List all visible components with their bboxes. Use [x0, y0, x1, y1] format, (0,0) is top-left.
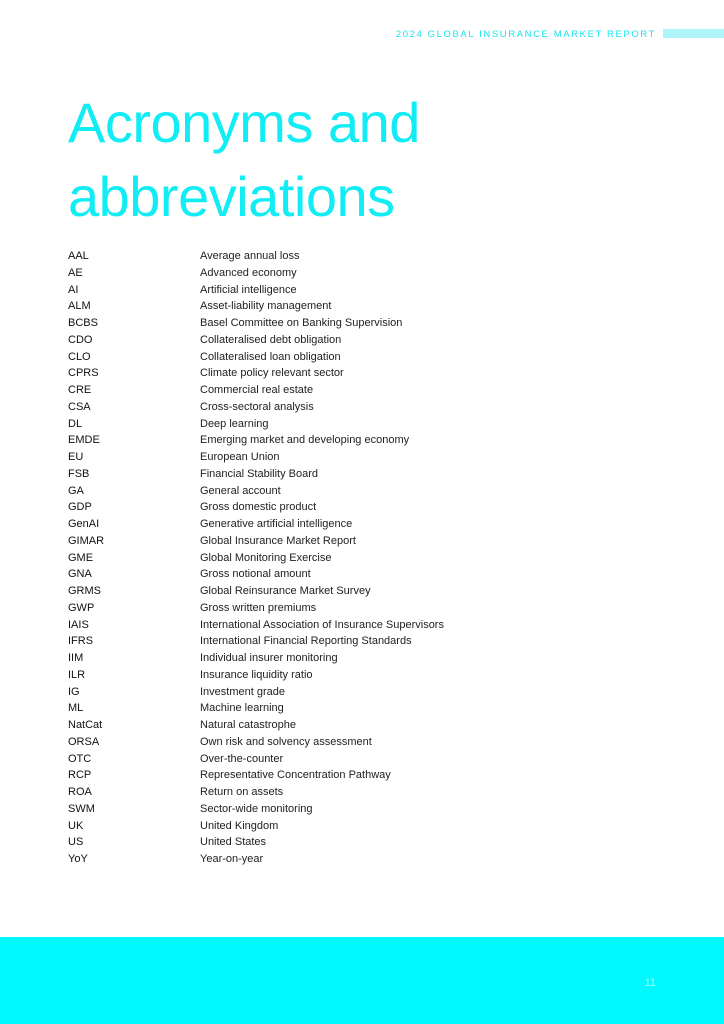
acronym-term: CPRS [68, 367, 99, 380]
acronym-row [68, 483, 668, 500]
acronym-row [68, 751, 668, 768]
acronym-definition: Global Insurance Market Report [200, 534, 356, 547]
acronym-definition: Cross-sectoral analysis [200, 400, 314, 413]
page-title-line-1: Acronyms and [68, 91, 420, 154]
acronym-term: GenAI [68, 518, 100, 530]
acronym-row [68, 784, 668, 801]
acronym-term: GNA [68, 568, 92, 581]
acronym-term: GDP [68, 501, 92, 514]
acronym-row [68, 734, 668, 751]
acronym-definition: Sector-wide monitoring [200, 802, 313, 815]
acronym-row [68, 365, 668, 382]
acronym-definition: International Association of Insurance Supervisors [200, 618, 444, 631]
acronym-definition: Financial Stability Board [200, 467, 319, 480]
acronym-row [68, 466, 668, 483]
acronym-term: DL [68, 417, 83, 430]
acronym-term: GIMAR [68, 534, 105, 547]
acronym-definition: Over-the-counter [200, 752, 284, 765]
acronym-definition: Commercial real estate [200, 384, 314, 396]
acronym-row [68, 700, 668, 717]
acronym-row [68, 382, 668, 399]
acronym-term: RCP [68, 769, 92, 782]
acronym-definition: European Union [200, 451, 280, 463]
acronym-definition: Emerging market and developing economy [200, 434, 410, 447]
acronym-row [68, 449, 668, 466]
acronym-definition: Machine learning [200, 702, 284, 715]
page-number: 11 [644, 977, 656, 989]
acronym-definition: Return on assets [200, 786, 284, 798]
acronym-definition: Own risk and solvency assessment [200, 735, 372, 748]
acronym-definition: United States [200, 836, 267, 849]
acronym-list [68, 248, 668, 868]
header-accent-bar [663, 29, 724, 38]
acronym-row [68, 617, 668, 634]
acronym-definition: United Kingdom [200, 819, 279, 832]
acronym-term: ROA [68, 786, 92, 798]
acronym-row [68, 650, 668, 667]
acronym-row [68, 432, 668, 449]
acronym-row [68, 499, 668, 516]
acronym-row [68, 767, 668, 784]
report-header-label: 2024 GLOBAL INSURANCE MARKET REPORT [395, 29, 656, 40]
acronym-row [68, 818, 668, 835]
acronym-definition: Investment grade [200, 685, 285, 698]
acronym-term: CSA [68, 400, 91, 413]
acronym-definition: Individual insurer monitoring [200, 652, 338, 664]
acronym-term: IAIS [68, 618, 89, 631]
acronym-definition: Collateralised loan obligation [200, 350, 341, 363]
acronym-term: BCBS [68, 317, 98, 329]
acronym-term: CDO [68, 333, 93, 346]
acronym-definition: Generative artificial intelligence [200, 518, 353, 530]
acronym-term: ORSA [68, 735, 100, 748]
acronym-row [68, 801, 668, 818]
acronym-row [68, 265, 668, 282]
acronym-row [68, 416, 668, 433]
acronym-definition: Gross domestic product [200, 501, 317, 514]
acronym-term: CLO [68, 350, 91, 363]
acronym-row [68, 533, 668, 550]
acronym-definition: Insurance liquidity ratio [200, 668, 313, 681]
acronym-term: GRMS [68, 585, 101, 597]
acronym-row [68, 248, 668, 265]
acronym-row [68, 516, 668, 533]
acronym-row [68, 332, 668, 349]
acronym-term: AAL [68, 250, 89, 262]
acronym-row [68, 349, 668, 366]
acronym-term: EMDE [68, 434, 100, 447]
acronym-term: ML [68, 702, 84, 715]
page-title [68, 86, 668, 234]
acronym-term: FSB [68, 467, 90, 480]
acronym-term: ALM [68, 300, 91, 313]
acronym-term: GA [68, 484, 84, 497]
acronym-definition: Climate policy relevant sector [200, 367, 344, 380]
acronym-definition: Gross notional amount [200, 568, 311, 581]
acronym-term: IG [68, 685, 80, 698]
acronym-term: AE [68, 266, 83, 279]
acronym-term: NatCat [68, 719, 103, 731]
acronym-term: GME [68, 551, 94, 564]
acronym-row [68, 566, 668, 583]
acronym-definition: Year-on-year [200, 853, 264, 865]
acronym-definition: Natural catastrophe [200, 719, 296, 731]
acronym-definition: General account [200, 484, 281, 497]
acronym-definition: Average annual loss [200, 250, 300, 262]
acronym-definition: Global Reinsurance Market Survey [200, 585, 371, 597]
acronym-definition: Advanced economy [200, 266, 297, 279]
acronym-term: EU [68, 451, 84, 463]
acronym-term: IFRS [68, 635, 94, 648]
acronym-row [68, 315, 668, 332]
acronym-definition: Gross written premiums [200, 601, 317, 614]
acronym-row [68, 298, 668, 315]
acronym-definition: Representative Concentration Pathway [200, 769, 391, 782]
acronym-row [68, 667, 668, 684]
acronym-term: CRE [68, 384, 92, 396]
acronym-row [68, 851, 668, 868]
acronym-row [68, 583, 668, 600]
acronym-term: ILR [68, 668, 86, 681]
acronym-row [68, 633, 668, 650]
acronym-row [68, 282, 668, 299]
acronym-row [68, 834, 668, 851]
acronym-definition: Asset-liability management [200, 300, 332, 313]
acronym-row [68, 684, 668, 701]
acronym-row [68, 399, 668, 416]
footer-band [0, 937, 724, 1024]
acronym-definition: Collateralised debt obligation [200, 333, 342, 346]
acronym-definition: Basel Committee on Banking Supervision [200, 317, 403, 329]
acronym-definition: Deep learning [200, 417, 269, 430]
acronym-row [68, 600, 668, 617]
acronym-term: GWP [68, 601, 95, 614]
acronym-definition: Artificial intelligence [200, 283, 297, 296]
acronym-definition: Global Monitoring Exercise [200, 551, 332, 564]
acronym-row [68, 550, 668, 567]
acronym-term: IIM [68, 652, 84, 664]
acronym-term: UK [68, 819, 84, 832]
acronym-term: US [68, 836, 84, 849]
page-title-line-2: abbreviations [68, 165, 395, 228]
acronym-row [68, 717, 668, 734]
acronym-term: OTC [68, 752, 92, 765]
acronym-definition: International Financial Reporting Standards [200, 635, 412, 648]
acronym-term: SWM [68, 802, 95, 815]
acronym-term: YoY [68, 853, 88, 865]
acronym-term: AI [68, 283, 79, 296]
